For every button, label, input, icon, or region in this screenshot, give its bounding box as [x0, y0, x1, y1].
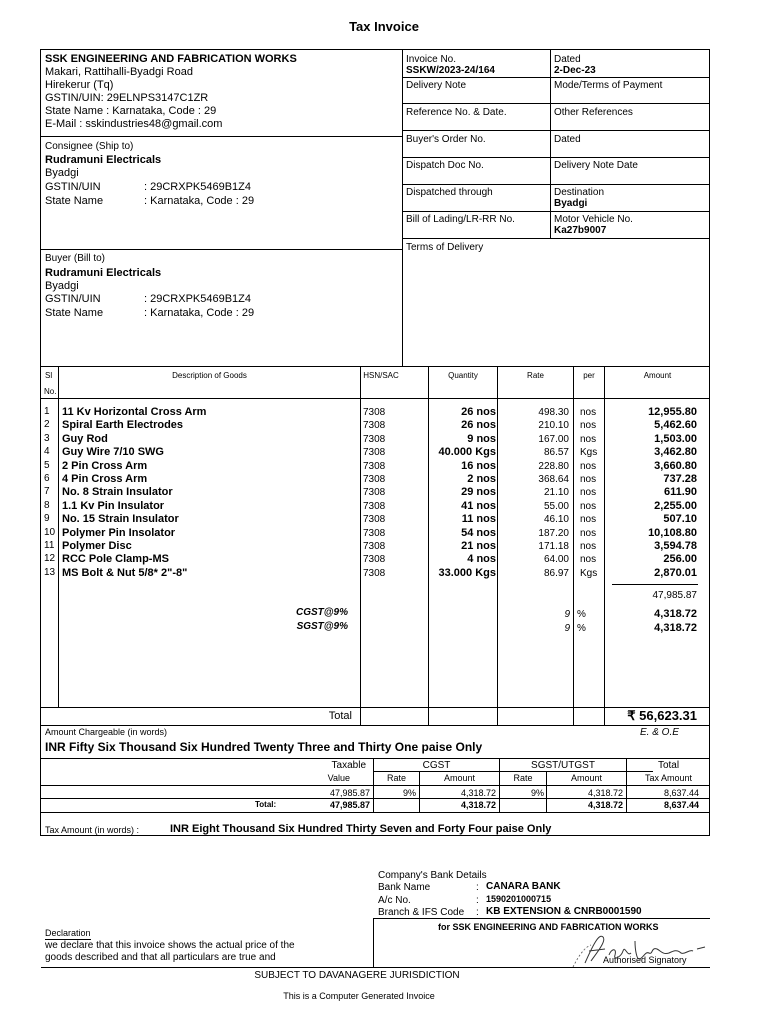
item-rate: 368.64: [538, 474, 569, 485]
item-hsn: 7308: [363, 514, 386, 526]
item-per: Kgs: [580, 447, 598, 459]
tax-total-sgst: 4,318.72: [587, 800, 623, 810]
tax-row-total: 8,637.44: [663, 788, 699, 798]
item-rate: 228.80: [538, 460, 569, 472]
header-divider: [402, 50, 403, 366]
item-quantity: 9 nos: [467, 432, 496, 445]
item-per: nos: [580, 541, 597, 552]
item-sl: 12: [44, 553, 56, 565]
item-hsn: 7308: [363, 567, 386, 579]
total-label: Total: [328, 710, 352, 722]
buyer-gstin-value: : 29CRXPK5469B1Z4: [144, 293, 252, 305]
table-row: [0, 486, 768, 499]
item-amount: 507.10: [663, 513, 697, 526]
consignee-state-value: : Karnataka, Code : 29: [144, 195, 255, 207]
jurisdiction: SUBJECT TO DAVANAGERE JURISDICTION: [254, 970, 460, 981]
bank-heading: Company's Bank Details: [378, 870, 487, 881]
item-description: 4 Pin Cross Arm: [62, 473, 148, 485]
item-hsn: 7308: [363, 407, 386, 418]
col-quantity: Quantity: [448, 371, 478, 380]
item-per: nos: [580, 474, 597, 485]
item-amount: 3,660.80: [654, 459, 697, 472]
dispatched-through-label: Dispatched through: [406, 187, 493, 198]
item-quantity: 33.000 Kgs: [438, 566, 496, 579]
item-quantity: 26 nos: [461, 406, 496, 418]
item-hsn: 7308: [363, 447, 386, 459]
meta-divider: [550, 50, 551, 238]
item-rate: 167.00: [538, 433, 569, 445]
consignee-state-label: State Name: [45, 195, 104, 207]
table-row: [0, 567, 768, 580]
for-company: for SSK ENGINEERING AND FABRICATION WORKS: [438, 922, 659, 932]
item-sl: 2: [44, 419, 50, 431]
col-amount: Amount: [643, 371, 672, 380]
terms-of-delivery-label: Terms of Delivery: [406, 242, 484, 253]
cgst-pct: %: [577, 609, 586, 620]
item-description: Guy Rod: [62, 432, 108, 445]
buyer-state-value: : Karnataka, Code : 29: [144, 307, 255, 319]
tax-sgst-head: SGST/UTGST: [531, 760, 595, 771]
consignee-gstin-label: GSTIN/UIN: [45, 181, 101, 193]
bank-branch-label: Branch & IFS Code: [378, 907, 465, 918]
item-per: nos: [580, 407, 597, 418]
bill-of-lading-label: Bill of Lading/LR-RR No.: [406, 214, 515, 225]
table-row: [0, 446, 768, 459]
item-per: Kgs: [580, 567, 598, 579]
table-row: [0, 433, 768, 446]
eoe: E. & O.E: [640, 727, 679, 738]
tax-taxable: Taxable: [331, 760, 366, 771]
item-hsn: 7308: [363, 527, 386, 539]
item-hsn: 7308: [363, 420, 386, 432]
table-row: [0, 460, 768, 473]
item-quantity: 2 nos: [467, 473, 496, 485]
bank-ac-label: A/c No.: [378, 895, 411, 906]
consignee-name: Rudramuni Electricals: [45, 154, 162, 166]
item-sl: 4: [44, 446, 50, 458]
item-description: Spiral Earth Electrodes: [62, 419, 184, 432]
cgst-rate: 9: [564, 609, 570, 620]
item-amount: 10,108.80: [648, 526, 697, 539]
buyer-name: Rudramuni Electricals: [45, 267, 162, 279]
item-amount: 737.28: [663, 473, 697, 485]
item-quantity: 29 nos: [461, 486, 496, 499]
item-sl: 6: [44, 473, 50, 484]
tax-value: Value: [327, 773, 350, 783]
seller-gstin: GSTIN/UIN: 29ELNPS3147C1ZR: [45, 92, 209, 104]
consignee-gstin-value: : 29CRXPK5469B1Z4: [144, 181, 252, 193]
item-hsn: 7308: [363, 487, 386, 499]
item-amount: 3,594.78: [654, 540, 697, 552]
seller-separator: [41, 136, 402, 137]
item-per: nos: [580, 554, 597, 566]
table-row: [0, 527, 768, 540]
item-amount: 2,870.01: [654, 566, 697, 579]
item-per: nos: [580, 420, 597, 432]
table-row: [0, 406, 768, 419]
bank-name-label: Bank Name: [378, 882, 431, 893]
item-amount: 3,462.80: [654, 446, 697, 459]
invoice-no-label: Invoice No.: [406, 54, 457, 65]
item-description: Polymer Pin Insolator: [62, 526, 176, 539]
item-rate: 55.00: [543, 500, 569, 512]
item-description: No. 15 Strain Insulator: [62, 513, 179, 526]
col-rate: Rate: [527, 371, 544, 380]
item-quantity: 16 nos: [461, 459, 496, 472]
seller-address1: Makari, Rattihalli-Byadgi Road: [45, 66, 193, 78]
item-sl: 1: [44, 406, 50, 417]
dispatch-doc-label: Dispatch Doc No.: [406, 160, 484, 171]
item-sl: 7: [44, 486, 50, 498]
item-hsn: 7308: [363, 433, 386, 445]
item-rate: 64.00: [543, 554, 569, 566]
item-description: Guy Wire 7/10 SWG: [62, 446, 164, 459]
item-rate: 498.30: [538, 407, 569, 418]
buyer-state-label: State Name: [45, 307, 104, 319]
seller-state: State Name : Karnataka, Code : 29: [45, 105, 217, 117]
item-hsn: 7308: [363, 554, 386, 566]
item-sl: 13: [44, 566, 56, 578]
tax-row-taxable: 47,985.87: [329, 788, 370, 798]
tax-row-cgst-rate: 9%: [402, 788, 416, 798]
dated-value: 2-Dec-23: [554, 65, 596, 76]
tax-sgst-rate-head: Rate: [513, 773, 533, 783]
item-hsn: 7308: [363, 500, 386, 512]
buyer-city: Byadgi: [45, 280, 79, 292]
item-rate: 46.10: [543, 514, 569, 526]
cgst-amount: 4,318.72: [654, 608, 697, 620]
reference-label: Reference No. & Date.: [406, 107, 507, 118]
tax-cgst-rate-head: Rate: [386, 773, 406, 783]
consignee-separator: [41, 249, 402, 250]
item-description: MS Bolt & Nut 5/8* 2"-8": [62, 566, 188, 579]
tax-cgst-head: CGST: [422, 760, 451, 771]
item-amount: 1,503.00: [654, 432, 697, 445]
tax-row-sgst-rate: 9%: [530, 788, 544, 798]
item-sl: 9: [44, 513, 50, 525]
tax-sgst-amount-head: Amount: [570, 773, 603, 783]
item-description: Polymer Disc: [62, 540, 132, 552]
item-quantity: 40.000 Kgs: [438, 446, 496, 459]
tax-total-label: Total:: [255, 800, 277, 809]
consignee-heading: Consignee (Ship to): [45, 141, 134, 152]
sgst-rate: 9: [564, 623, 570, 634]
item-quantity: 11 nos: [461, 513, 496, 526]
item-amount: 2,255.00: [654, 499, 697, 512]
item-rate: 171.18: [538, 541, 569, 552]
table-row: [0, 553, 768, 566]
item-sl: 10: [44, 526, 56, 538]
item-description: No. 8 Strain Insulator: [62, 486, 173, 499]
item-per: nos: [580, 527, 597, 539]
col-per: per: [583, 371, 595, 380]
item-quantity: 4 nos: [467, 553, 496, 566]
declaration-heading: Declaration: [45, 928, 91, 938]
table-row: [0, 419, 768, 432]
table-row: [0, 473, 768, 486]
table-row: [0, 500, 768, 513]
item-sl: 3: [44, 432, 50, 444]
declaration-line2: goods described and that all particulars are true and: [45, 952, 276, 963]
destination-label: Destination: [554, 187, 605, 198]
seller-email: E-Mail : sskindustries48@gmail.com: [45, 118, 223, 130]
authorised-signatory: Authorised Signatory: [603, 955, 687, 965]
bank-ac: 1590201000715: [486, 894, 552, 904]
tax-total-total: 8,637.44: [663, 800, 699, 810]
item-rate: 187.20: [538, 527, 569, 539]
item-hsn: 7308: [363, 460, 386, 472]
item-amount: 256.00: [663, 553, 697, 566]
tax-total-taxable: 47,985.87: [329, 800, 370, 810]
dated2-label: Dated: [554, 134, 581, 145]
buyers-order-label: Buyer's Order No.: [406, 134, 486, 145]
item-rate: 210.10: [538, 420, 569, 432]
other-refs-label: Other References: [554, 107, 633, 118]
item-amount: 12,955.80: [648, 406, 697, 418]
item-description: 1.1 Kv Pin Insulator: [62, 499, 165, 512]
sgst-amount: 4,318.72: [654, 622, 697, 634]
table-row: [0, 540, 768, 553]
item-per: nos: [580, 500, 597, 512]
col-no: No.: [44, 387, 57, 396]
item-description: 11 Kv Horizontal Cross Arm: [62, 406, 207, 418]
signature-icon: [565, 925, 715, 973]
delivery-note-date-label: Delivery Note Date: [554, 160, 638, 171]
tax-row-cgst-amt: 4,318.72: [460, 788, 496, 798]
item-per: nos: [580, 487, 597, 499]
col-description: Description of Goods: [172, 371, 247, 380]
bank-branch: KB EXTENSION & CNRB0001590: [486, 906, 642, 917]
amount-words: INR Fifty Six Thousand Six Hundred Twenty Three and Thirty One paise Only: [45, 740, 483, 754]
col-hsn: HSN/SAC: [363, 371, 399, 380]
bank-name: CANARA BANK: [486, 881, 561, 892]
motor-vehicle-value: Ka27b9007: [554, 225, 607, 236]
tax-words: INR Eight Thousand Six Hundred Thirty Seven and Forty Four paise Only: [170, 823, 552, 835]
item-per: nos: [580, 433, 597, 445]
item-description: RCC Pole Clamp-MS: [62, 553, 169, 566]
item-amount: 5,462.60: [654, 419, 697, 432]
item-per: nos: [580, 514, 597, 526]
sgst-label: SGST@9%: [296, 621, 348, 632]
bank-name-colon: :: [476, 882, 479, 893]
delivery-note-label: Delivery Note: [406, 80, 467, 91]
tax-row-sgst-amt: 4,318.72: [587, 788, 623, 798]
consignee-city: Byadgi: [45, 167, 79, 179]
tax-total-cgst: 4,318.72: [460, 800, 496, 810]
page-title: Tax Invoice: [349, 19, 419, 34]
seller-address2: Hirekerur (Tq): [45, 79, 114, 91]
item-quantity: 21 nos: [461, 540, 496, 552]
item-sl: 5: [44, 459, 50, 471]
seller-name: SSK ENGINEERING AND FABRICATION WORKS: [45, 53, 297, 65]
computer-generated: This is a Computer Generated Invoice: [283, 991, 435, 1001]
bank-branch-colon: :: [476, 907, 479, 918]
declaration-line1: we declare that this invoice shows the actual price of the: [45, 940, 295, 951]
item-rate: 21.10: [543, 487, 569, 499]
item-amount: 611.90: [663, 486, 697, 499]
col-sl: Sl: [45, 371, 53, 380]
item-sl: 11: [44, 540, 55, 551]
tax-words-label: Tax Amount (in words) :: [45, 825, 140, 835]
item-rate: 86.57: [543, 447, 569, 459]
invoice-no: SSKW/2023-24/164: [406, 65, 495, 76]
buyer-gstin-label: GSTIN/UIN: [45, 293, 101, 305]
seller-block: [45, 53, 297, 131]
item-rate: 86.97: [543, 567, 569, 579]
item-quantity: 41 nos: [461, 499, 496, 512]
dated-label: Dated: [554, 54, 581, 65]
item-hsn: 7308: [363, 541, 386, 552]
item-quantity: 26 nos: [461, 419, 496, 432]
table-row: [0, 513, 768, 526]
tax-total-head: Total: [657, 760, 680, 771]
subtotal-value: 47,985.87: [652, 590, 697, 601]
sgst-pct: %: [577, 623, 586, 634]
item-hsn: 7308: [363, 474, 386, 485]
destination-value: Byadgi: [554, 198, 588, 209]
item-description: 2 Pin Cross Arm: [62, 459, 148, 472]
item-per: nos: [580, 460, 597, 472]
mode-terms-label: Mode/Terms of Payment: [554, 80, 663, 91]
tax-tax-amount-head: Tax Amount: [644, 773, 693, 783]
buyer-heading: Buyer (Bill to): [45, 253, 106, 264]
item-quantity: 54 nos: [461, 526, 496, 539]
item-sl: 8: [44, 499, 50, 511]
cgst-label: CGST@9%: [296, 607, 348, 618]
bank-ac-colon: :: [476, 895, 479, 906]
motor-vehicle-label: Motor Vehicle No.: [554, 214, 633, 225]
amount-words-label: Amount Chargeable (in words): [45, 727, 168, 737]
tax-cgst-amount-head: Amount: [443, 773, 476, 783]
grand-total: ₹ 56,623.31: [627, 708, 697, 723]
